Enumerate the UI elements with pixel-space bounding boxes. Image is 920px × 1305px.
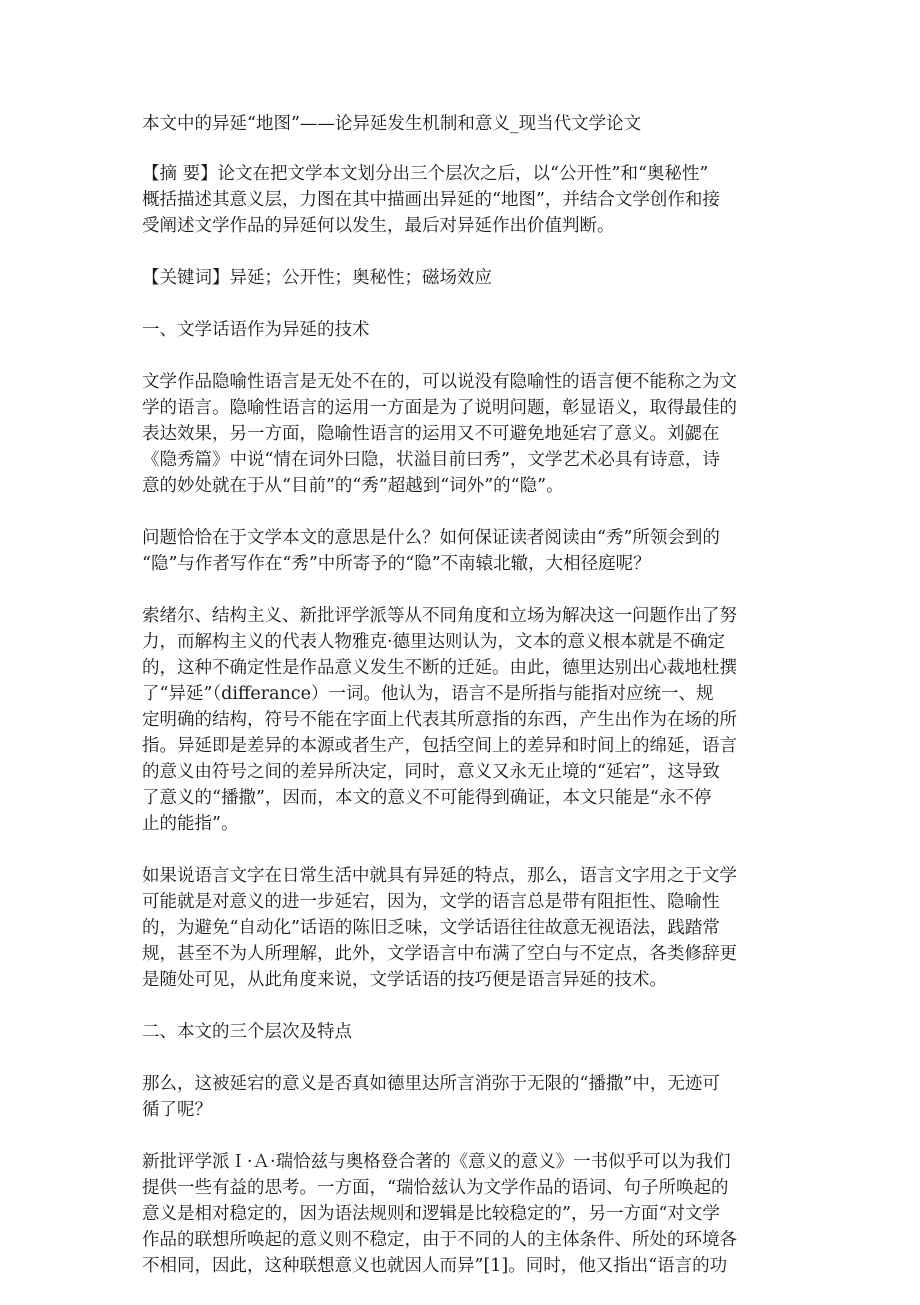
body-paragraph-4: 如果说语言文字在日常生活中就具有异延的特点，那么，语言文字用之于文学 可能就是对意义的进一步延宕，因为，文学的语言总是带有阻拒性、隐喻性 的，为避免“自动化”话语的陈旧乏味，文学话语往往故意无视语法，践踏常 规，甚至不为人所理解，此外，文学语言中布满了空白与不定点，各类修辞更 是随处可见，从此角度来说，文学话语的技巧便是语言异延的技术。 — [142, 866, 737, 990]
document-page — [142, 111, 778, 1305]
body-paragraph-2: 问题恰恰在于文学本文的意思是什么？如何保证读者阅读由“秀”所领会到的 “隐”与作者写作在“秀”中所寄予的“隐”不南辕北辙，大相径庭呢？ — [142, 528, 720, 574]
body-paragraph-3: 索绪尔、结构主义、新批评学派等从不同角度和立场为解决这一问题作出了努 力，而解构主义的代表人物雅克·德里达则认为，文本的意义根本就是不确定 的，这种不确定性是作品意义发生不断的迁延。由此，德里达别出心裁地杜撰 了“异延”（differance）一词。他认为，语言不是所指与能指对应统一、规 定明确的结构，符号不能在字面上代表其所意指的东西，产生出作为在场的所 指。异延即是差异的本源或者生产，包括空间上的差异和时间上的绵延，语言 的意义由符号之间的差异所决定，同时，意义又永无止境的“延宕”，这导致 了意义的“播撒”，因而，本文的意义不可能得到确证，本文只能是“永不停 止的能指”。 — [142, 606, 737, 834]
abstract-paragraph: 【摘 要】论文在把文学本文划分出三个层次之后，以“公开性”和“奥秘性” 概括描述其意义层，力图在其中描画出异延的“地图”，并结合文学创作和接 受阐述文学作品的异延何以发生，最后对异延作出价值判断。 — [142, 164, 720, 236]
keywords-line: 【关键词】异延；公开性；奥秘性；磁场效应 — [142, 268, 492, 288]
body-paragraph-1: 文学作品隐喻性语言是无处不在的，可以说没有隐喻性的语言便不能称之为文 学的语言。隐喻性语言的运用一方面是为了说明问题，彰显语义，取得最佳的 表达效果，另一方面，隐喻性语言的运用又不可避免地延宕了意义。刘勰在 《隐秀篇》中说“情在词外曰隐，状溢目前曰秀”，文学艺术必具有诗意，诗 意的妙处就在于从“目前”的“秀”超越到“词外”的“隐”。 — [142, 372, 737, 496]
document-title: 本文中的异延“地图”——论异延发生机制和意义_现当代文学论文 — [142, 114, 642, 134]
section-heading-1: 一、文学话语作为异延的技术 — [142, 320, 370, 340]
section-heading-2: 二、本文的三个层次及特点 — [142, 1022, 352, 1042]
body-paragraph-6: 新批评学派Ｉ·Ａ·瑞恰兹与奥格登合著的《意义的意义》一书似乎可以为我们 提供一些有益的思考。一方面，“瑞恰兹认为文学作品的语词、句子所唤起的 意义是相对稳定的，因为语法规则和逻辑是比较稳定的”，另一方面“对文学 作品的联想所唤起的意义则不稳定，由于不同的人的主体条件、所处的环境各 不相同，因此，这种联想意义也就因人而异”[1]。同时，他又指出“语言的功 — [142, 1152, 737, 1276]
body-paragraph-5: 那么，这被延宕的意义是否真如德里达所言消弥于无限的“播撒”中，无迹可 循了呢？ — [142, 1074, 720, 1120]
